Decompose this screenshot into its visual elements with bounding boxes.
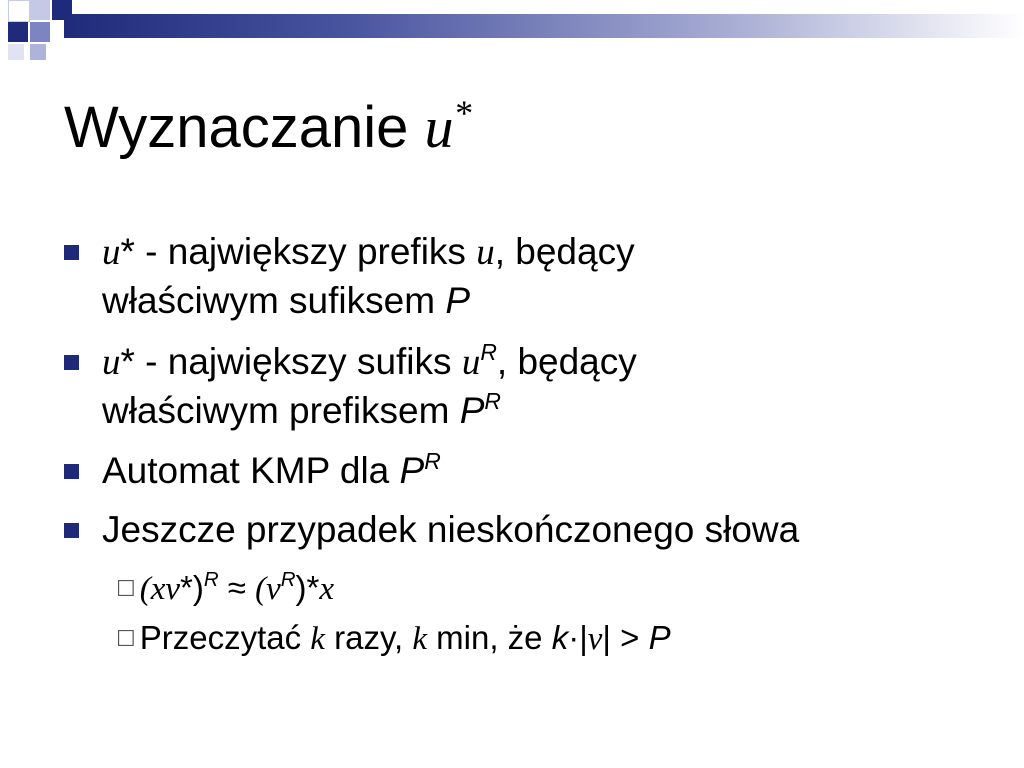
header-decoration <box>0 0 1024 72</box>
decor-square <box>30 22 50 42</box>
sub-bullet-item: ☐ $(xv*)^R \approx (v^R)*x$ <box>116 567 335 607</box>
bullet-text: u* - największy sufiks $u^R$, będący właściwym prefiksem $P^R$ <box>102 338 637 431</box>
square-bullet-icon <box>64 523 79 538</box>
square-bullet-icon <box>64 245 79 260</box>
decor-gradient-bar <box>64 14 1024 38</box>
hollow-square-bullet-icon: ☐ <box>116 577 136 602</box>
square-bullet-icon <box>64 464 79 479</box>
bullet-text: Jeszcze przypadek nieskończonego słowa <box>102 509 800 550</box>
bullet-text: u* - największy prefiks u, będący właściwym sufiksem P <box>102 231 635 321</box>
decor-square <box>30 0 50 20</box>
slide-title: Wyznaczanie u* <box>64 92 472 160</box>
decor-square <box>8 0 30 22</box>
decor-square <box>30 44 46 60</box>
sub-bullet-item: ☐ Przeczytać k razy, k min, że k·|v| > P <box>116 619 671 657</box>
hollow-square-bullet-icon: ☐ <box>116 627 136 652</box>
decor-square <box>8 22 28 42</box>
decor-square <box>8 44 24 60</box>
bullet-text: Automat KMP dla $P^R$ <box>102 447 441 491</box>
square-bullet-icon <box>64 355 79 370</box>
